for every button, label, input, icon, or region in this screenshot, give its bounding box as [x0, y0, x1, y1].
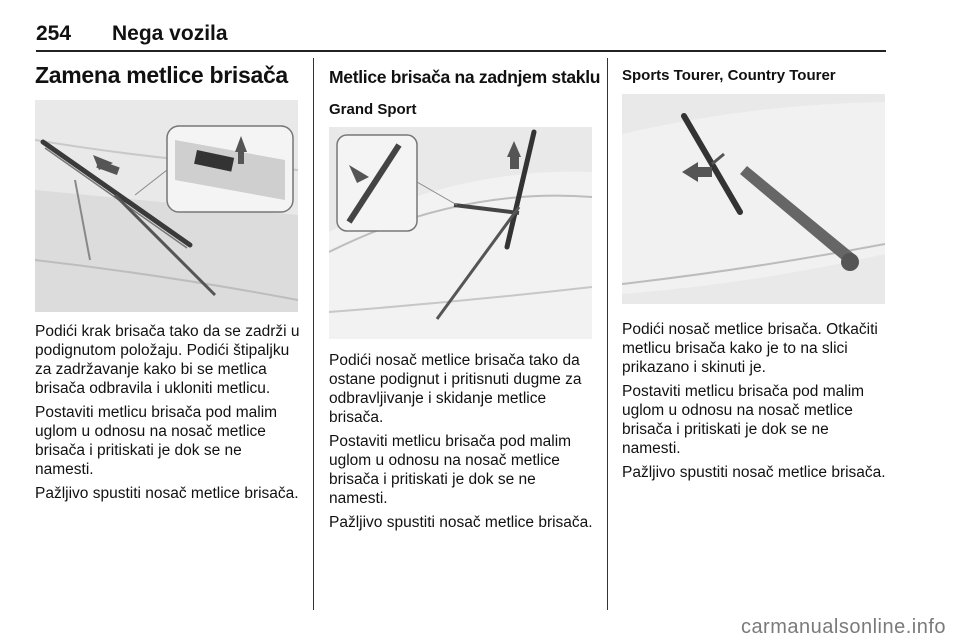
col2-paragraph-3: Pažljivo spustiti nosač metlice brisača. [329, 514, 593, 531]
section-title-rear-wipers: Metlice brisača na zadnjem staklu [329, 67, 601, 87]
page-number: 254 [36, 22, 72, 45]
windshield-wiper-removal-diagram-icon [35, 100, 298, 312]
rear-wiper-grand-sport-diagram-icon [329, 127, 592, 339]
subhead-sports-tourer: Sports Tourer, Country Tourer [622, 67, 836, 84]
rear-wiper-grand-sport-figure [329, 127, 592, 339]
watermark: carmanualsonline.info [740, 616, 946, 638]
col1-paragraph-2: Postaviti metlicu brisača pod malim uglom u odnosu na nosač metlice brisača i pritiskati je dok se ne namesti. [35, 404, 278, 478]
col2-text [329, 351, 597, 537]
col1-text [35, 322, 303, 508]
windshield-wiper-figure [35, 100, 298, 312]
subhead-grand-sport: Grand Sport [329, 101, 417, 118]
col3-paragraph-1: Podići nosač metlice brisača. Otkačiti metlicu brisača kako je to na slici prikazano i skinuti je. [622, 321, 878, 376]
rear-wiper-sports-tourer-figure [622, 94, 885, 304]
col3-paragraph-2: Postaviti metlicu brisača pod malim uglom u odnosu na nosač metlice brisača i pritiskati je dok se ne namesti. [622, 383, 865, 457]
col1-paragraph-3: Pažljivo spustiti nosač metlice brisača. [35, 485, 299, 502]
col2-paragraph-1: Podići nosač metlice brisača tako da ostane podignut i pritisnuti dugme za odbravljivanje i skidanje metlice brisača. [329, 352, 582, 426]
col3-text [622, 320, 890, 487]
section-title-windshield-wiper: Zamena metlice brisača [35, 62, 288, 88]
col2-paragraph-2: Postaviti metlicu brisača pod malim uglom u odnosu na nosač metlice brisača i pritiskati je dok se ne namesti. [329, 433, 572, 507]
col1-paragraph-1: Podići krak brisača tako da se zadrži u podignutom položaju. Podići štipaljku za zadržavanje kako bi se metlica brisača odbravila i ukloniti metlicu. [35, 323, 300, 397]
rear-wiper-sports-tourer-diagram-icon [622, 94, 885, 304]
column-divider-2 [607, 58, 608, 610]
col3-paragraph-3: Pažljivo spustiti nosač metlice brisača. [622, 464, 886, 481]
chapter-title: Nega vozila [112, 22, 228, 45]
header-divider [36, 50, 886, 52]
column-divider-1 [313, 58, 314, 610]
